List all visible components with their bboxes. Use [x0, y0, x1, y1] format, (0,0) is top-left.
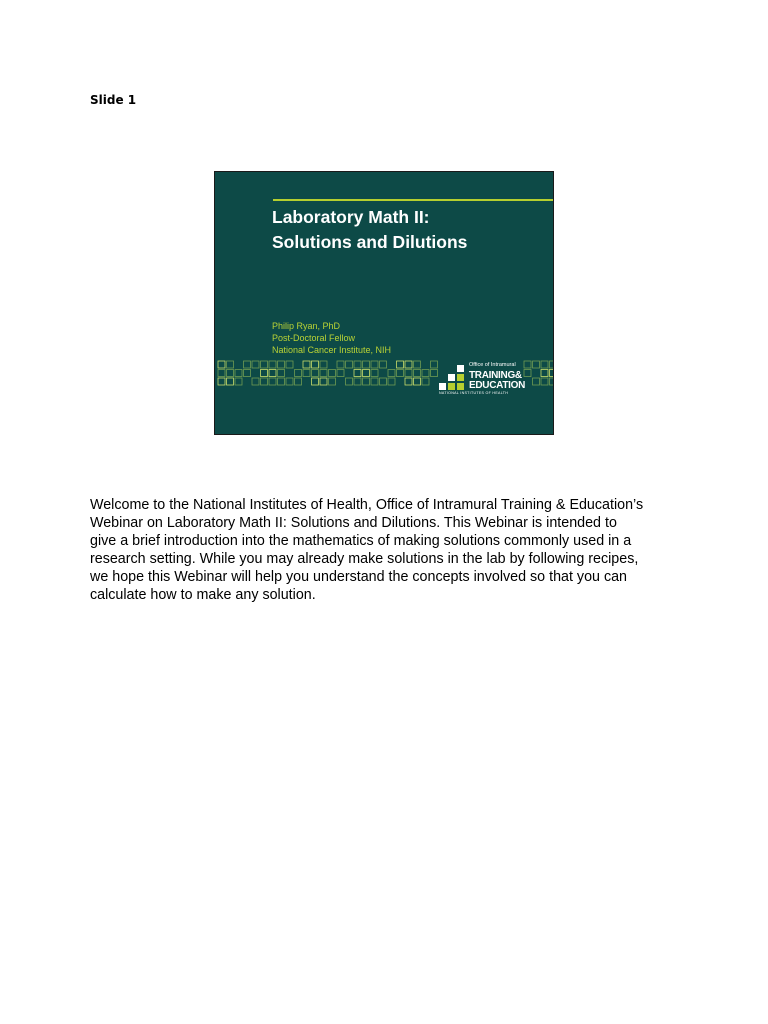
pattern-square — [431, 361, 438, 368]
pattern-square — [337, 361, 344, 368]
pattern-square — [422, 378, 429, 385]
pattern-square — [363, 361, 370, 368]
body-line: we hope this Webinar will help you understand the concepts involved so that you can — [90, 569, 627, 585]
pattern-square — [414, 378, 421, 385]
presenter-name: Philip Ryan, PhD — [272, 321, 341, 331]
pattern-square — [329, 370, 336, 377]
pattern-square — [371, 378, 378, 385]
pattern-square — [286, 361, 293, 368]
pattern-square — [533, 378, 540, 385]
pattern-square — [550, 378, 555, 385]
pattern-square — [422, 370, 429, 377]
pattern-square — [533, 361, 540, 368]
pattern-square — [227, 361, 234, 368]
pattern-square — [261, 370, 268, 377]
pattern-square — [286, 378, 293, 385]
pattern-square — [303, 361, 310, 368]
pattern-square — [320, 361, 327, 368]
pattern-square — [269, 370, 276, 377]
pattern-square — [252, 361, 259, 368]
pattern-square — [329, 378, 336, 385]
pattern-square — [312, 370, 319, 377]
pattern-square — [550, 361, 555, 368]
pattern-square — [354, 378, 361, 385]
logo-nih-text: NATIONAL INSTITUTES OF HEALTH — [439, 391, 509, 395]
pattern-square — [354, 370, 361, 377]
pattern-square — [312, 361, 319, 368]
pattern-square — [295, 378, 302, 385]
pattern-square — [405, 378, 412, 385]
pattern-square — [295, 370, 302, 377]
pattern-square — [363, 370, 370, 377]
pattern-square — [303, 370, 310, 377]
slide-label: Slide 1 — [90, 93, 137, 107]
slide-title-line-2: Solutions and Dilutions — [272, 232, 468, 252]
pattern-square — [363, 378, 370, 385]
pattern-square — [235, 370, 242, 377]
slide-title — [272, 205, 542, 255]
pattern-square — [397, 361, 404, 368]
body-paragraph — [90, 496, 690, 604]
pattern-square — [541, 370, 548, 377]
pattern-square — [346, 361, 353, 368]
pattern-square — [405, 361, 412, 368]
presenter-org: National Cancer Institute, NIH — [272, 345, 392, 355]
pattern-square — [337, 370, 344, 377]
pattern-square — [371, 361, 378, 368]
pattern-square — [278, 370, 285, 377]
pattern-square — [354, 361, 361, 368]
pattern-square — [261, 361, 268, 368]
pattern-square — [227, 378, 234, 385]
pattern-square — [405, 370, 412, 377]
presenter-role: Post-Doctoral Fellow — [272, 333, 356, 343]
pattern-square — [414, 370, 421, 377]
pattern-square — [235, 378, 242, 385]
pattern-square — [312, 378, 319, 385]
pattern-square — [431, 370, 438, 377]
slide-thumbnail — [214, 171, 554, 435]
logo-education-text: EDUCATION — [469, 380, 526, 391]
pattern-square — [269, 378, 276, 385]
pattern-square — [371, 370, 378, 377]
pattern-square — [252, 378, 259, 385]
body-line: give a brief introduction into the mathematics of making solutions commonly used in a — [90, 533, 632, 549]
pattern-square — [320, 370, 327, 377]
pattern-square — [278, 361, 285, 368]
pattern-square — [388, 370, 395, 377]
pattern-square — [380, 361, 387, 368]
pattern-square — [346, 378, 353, 385]
pattern-square — [550, 370, 555, 377]
logo-squares-icon — [439, 365, 467, 393]
body-line: research setting. While you may already make solutions in the lab by following recipes, — [90, 551, 639, 567]
pattern-square — [541, 378, 548, 385]
body-line: Welcome to the National Institutes of Health, Office of Intramural Training & Education’s — [90, 497, 644, 513]
body-line: calculate how to make any solution. — [90, 587, 316, 603]
logo-office-text: Office of Intramural — [469, 362, 516, 368]
pattern-square — [244, 361, 251, 368]
pattern-square — [227, 370, 234, 377]
pattern-square — [278, 378, 285, 385]
pattern-square — [269, 361, 276, 368]
pattern-square — [320, 378, 327, 385]
body-line: Webinar on Laboratory Math II: Solutions and Dilutions. This Webinar is intended to — [90, 515, 617, 531]
pattern-square — [541, 361, 548, 368]
pattern-square — [397, 370, 404, 377]
pattern-square — [218, 361, 225, 368]
slide-title-line-1: Laboratory Math II: — [272, 207, 430, 227]
pattern-square — [388, 378, 395, 385]
pattern-square — [414, 361, 421, 368]
oite-logo — [439, 361, 529, 399]
presenter-info — [272, 320, 391, 356]
pattern-square — [244, 370, 251, 377]
slide-accent-rule — [273, 199, 553, 201]
logo-training-text: TRAINING& — [469, 370, 522, 381]
pattern-square — [218, 370, 225, 377]
pattern-square — [380, 378, 387, 385]
pattern-square — [218, 378, 225, 385]
pattern-square — [261, 378, 268, 385]
